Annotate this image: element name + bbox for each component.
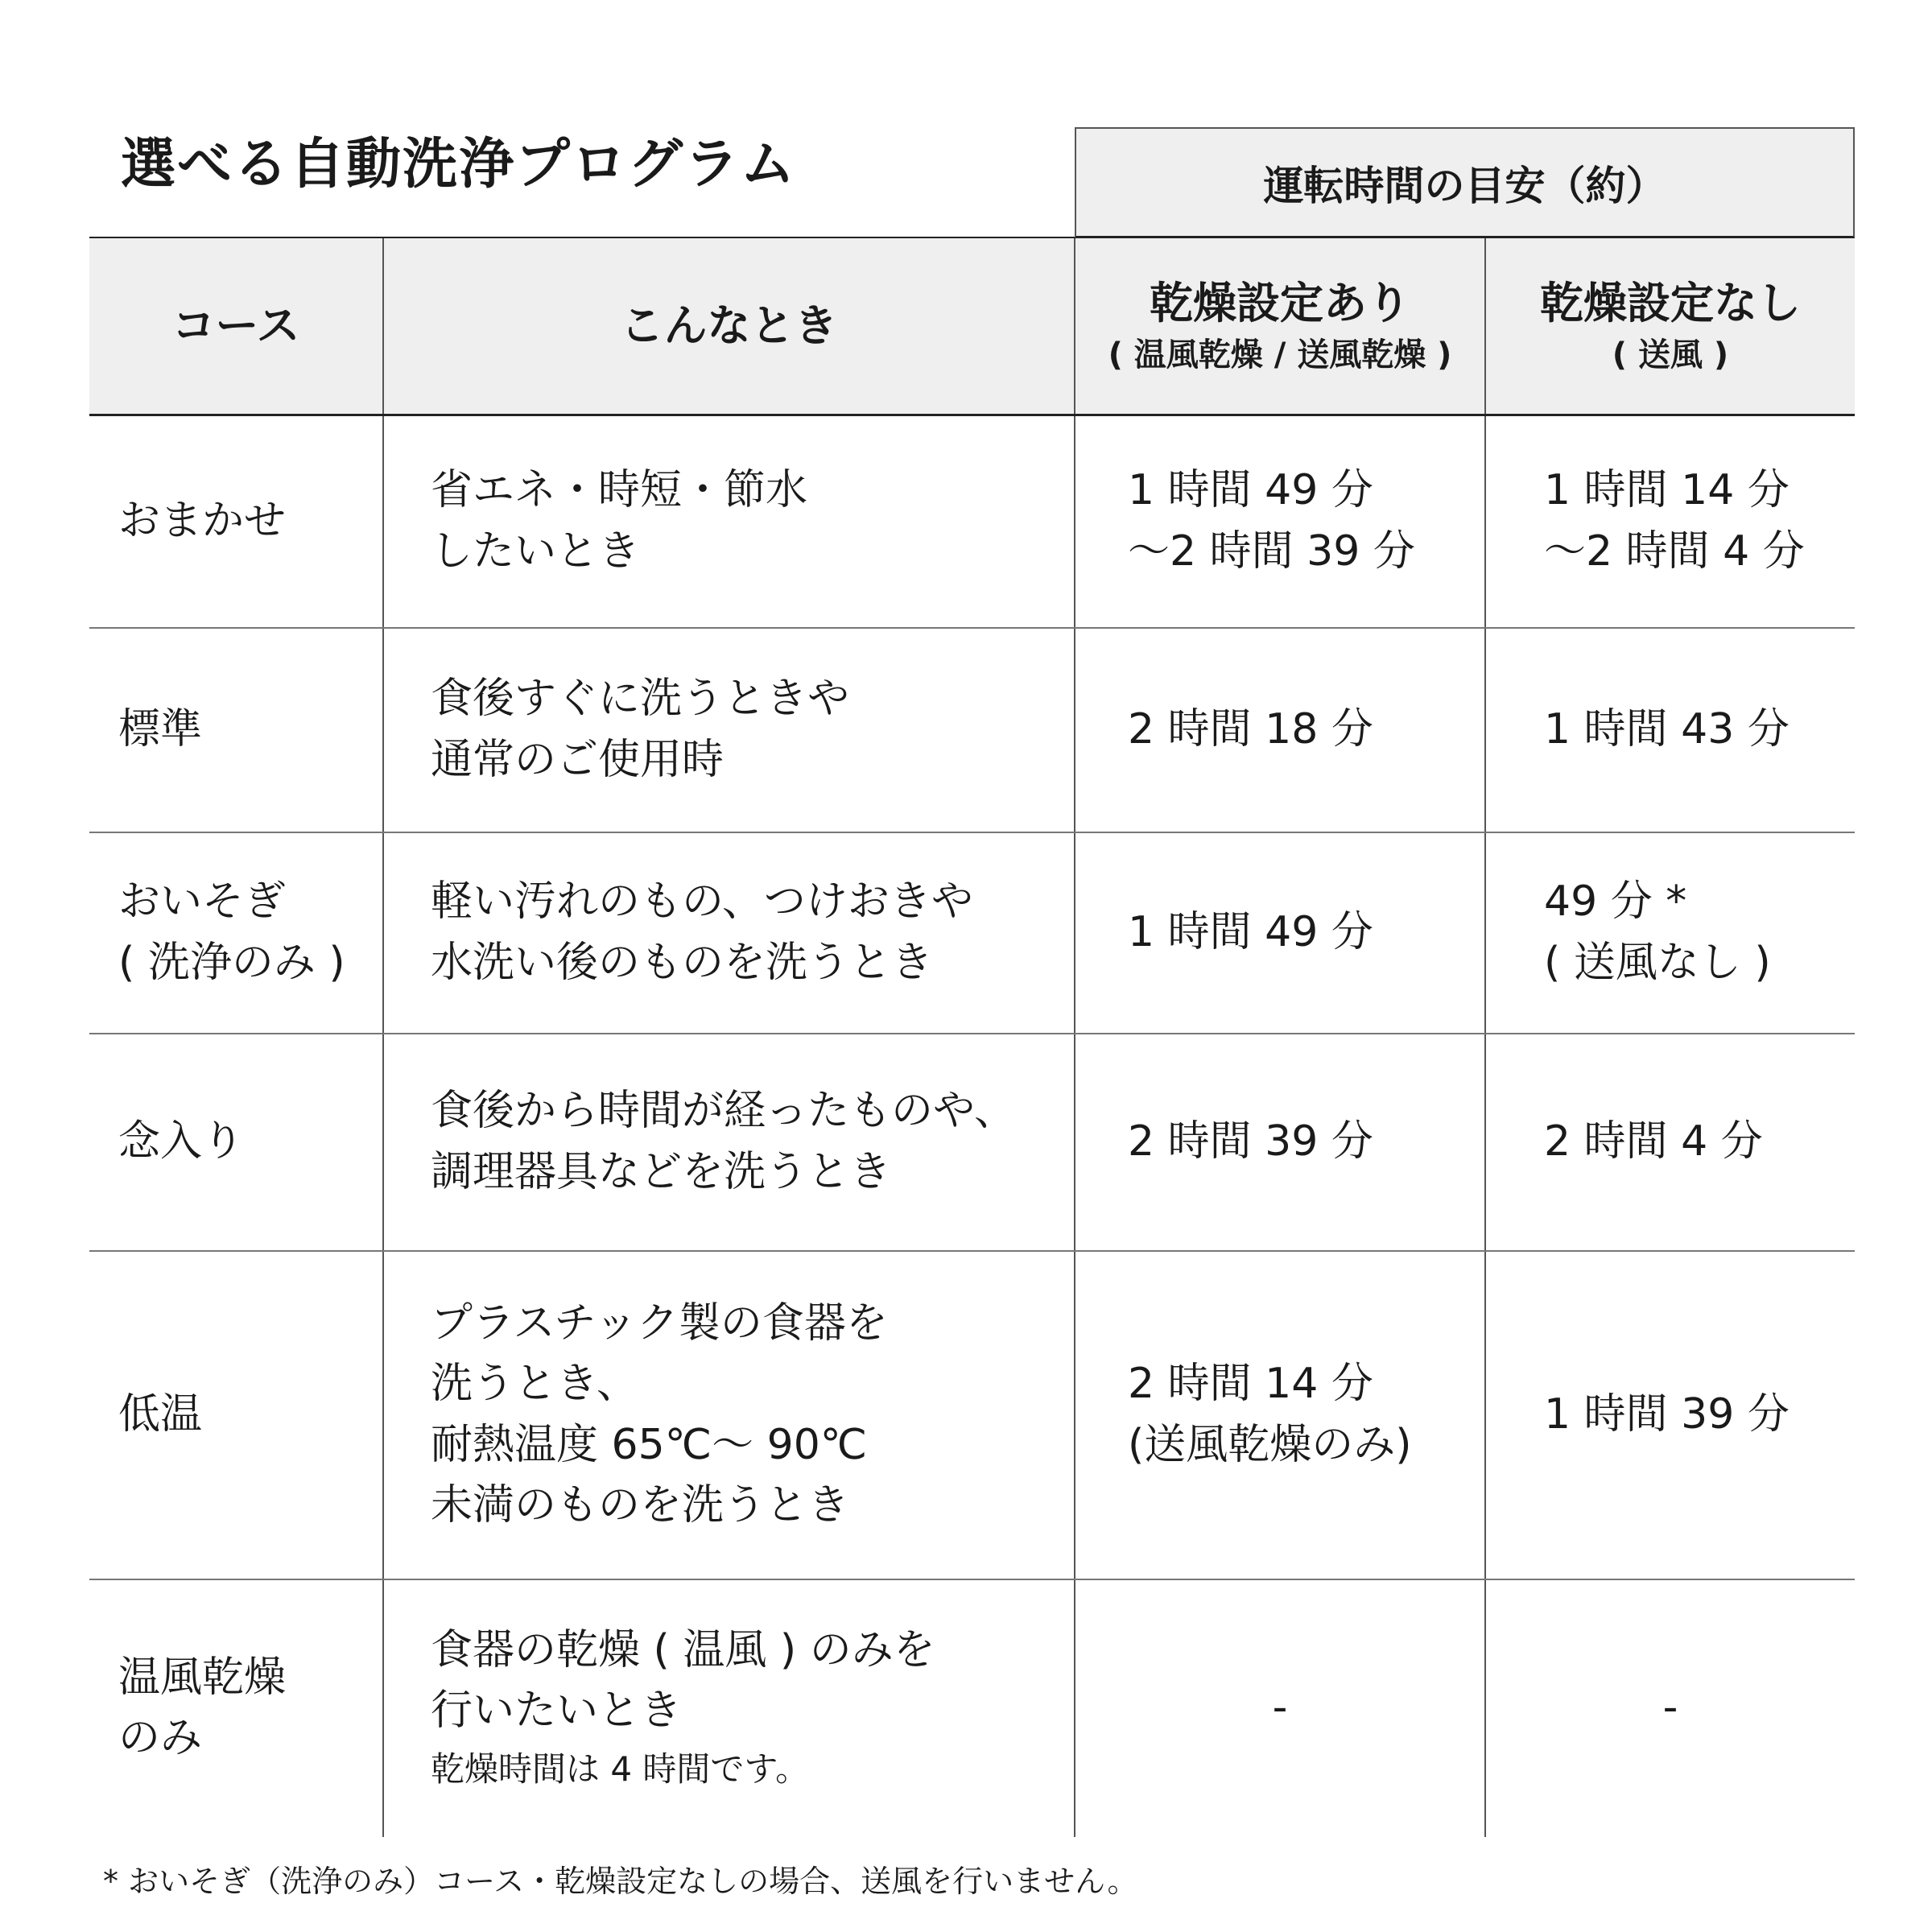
time-dry-on	[1075, 628, 1485, 832]
course-name	[89, 628, 383, 832]
time-line: 2 時間 4 分	[1544, 1117, 1763, 1166]
time-dry-off	[1485, 1034, 1855, 1251]
table-row	[89, 1579, 1855, 1837]
table-row	[89, 415, 1855, 628]
course-name-line: 念入り	[118, 1117, 245, 1166]
time-line: 2 時間 14 分	[1128, 1360, 1373, 1409]
header-dry-off	[1485, 238, 1855, 415]
header-dry-off-label: 乾燥設定なし	[1540, 277, 1801, 328]
table-row	[89, 628, 1855, 832]
course-name	[89, 1579, 383, 1837]
time-line: 49 分 *	[1544, 877, 1687, 927]
page-title: 選べる自動洗浄プログラム	[121, 133, 797, 196]
course-name	[89, 415, 383, 628]
course-name-line: 低温	[118, 1389, 203, 1439]
time-line: 1 時間 39 分	[1544, 1389, 1790, 1439]
time-dry-off	[1485, 1579, 1855, 1837]
header-course: コース	[89, 238, 383, 415]
table-row	[89, 832, 1855, 1034]
course-name-line: おまかせ	[118, 497, 287, 546]
course-description	[383, 628, 1075, 832]
description-line: 食後から時間が経ったものや、	[431, 1087, 1016, 1136]
time-line: ～2 時間 39 分	[1128, 526, 1415, 576]
course-name-line: のみ	[118, 1714, 203, 1762]
table-row	[89, 1251, 1855, 1579]
time-line: -	[1662, 1683, 1678, 1732]
header-when: こんなとき	[383, 238, 1075, 415]
time-line: 2 時間 18 分	[1128, 704, 1373, 753]
header-dry-on-label: 乾燥設定あり	[1150, 277, 1410, 328]
description-line: 通常のご使用時	[431, 735, 724, 784]
course-description	[383, 1251, 1075, 1579]
description-line: 省エネ・時短・節水	[431, 466, 808, 515]
course-name-line: おいそぎ	[118, 877, 287, 927]
time-dry-on	[1075, 1034, 1485, 1251]
description-line: 食器の乾燥 ( 温風 ) のみを	[431, 1626, 935, 1675]
course-description	[383, 415, 1075, 628]
course-table	[89, 238, 1855, 1837]
time-line: ～2 時間 4 分	[1544, 526, 1805, 576]
time-dry-off	[1485, 832, 1855, 1034]
course-name-line: ( 洗浄のみ )	[118, 938, 345, 987]
time-dry-on	[1075, 832, 1485, 1034]
description-line: したいとき	[431, 526, 641, 576]
time-line: 1 時間 14 分	[1544, 466, 1790, 515]
runtime-estimate-header: 運転時間の目安（約）	[1075, 127, 1855, 238]
time-line: -	[1272, 1683, 1288, 1732]
time-line: 1 時間 49 分	[1128, 907, 1373, 956]
footnote: * おいそぎ（洗浄のみ）コース・乾燥設定なしの場合、送風を行いません。	[103, 1864, 1138, 1899]
description-line: 耐熱温度 65℃～ 90℃	[431, 1420, 868, 1469]
time-line: 1 時間 43 分	[1544, 704, 1790, 753]
description-line: プラスチック製の食器を	[431, 1298, 888, 1348]
time-line: 1 時間 49 分	[1128, 466, 1373, 515]
header-row	[89, 238, 1855, 415]
course-name	[89, 832, 383, 1034]
time-dry-on	[1075, 415, 1485, 628]
time-dry-off	[1485, 415, 1855, 628]
description-line: 行いたいとき	[431, 1686, 683, 1736]
course-description	[383, 1034, 1075, 1251]
time-line: ( 送風なし )	[1544, 938, 1771, 987]
course-name	[89, 1034, 383, 1251]
header-dry-off-sub: ( 送風 )	[1612, 336, 1729, 374]
table-row	[89, 1034, 1855, 1251]
time-dry-off	[1485, 1251, 1855, 1579]
time-dry-on	[1075, 1579, 1485, 1837]
header-dry-on-sub: ( 温風乾燥 / 送風乾燥 )	[1108, 336, 1452, 374]
description-line: 未満のものを洗うとき	[431, 1480, 850, 1530]
description-line: 調理器具などを洗うとき	[431, 1147, 892, 1196]
time-dry-off	[1485, 628, 1855, 832]
course-description	[383, 1579, 1075, 1837]
description-line: 食後すぐに洗うときや	[431, 675, 850, 724]
time-line: 2 時間 39 分	[1128, 1117, 1373, 1166]
description-note: 乾燥時間は 4 時間です。	[431, 1748, 810, 1789]
time-line: (送風乾燥のみ)	[1128, 1420, 1412, 1469]
header-dry-on	[1075, 238, 1485, 415]
description-line: 軽い汚れのもの、つけおきや	[431, 877, 973, 927]
course-name-line: 温風乾燥	[118, 1653, 287, 1702]
course-description	[383, 832, 1075, 1034]
course-name-line: 標準	[118, 704, 203, 753]
time-dry-on	[1075, 1251, 1485, 1579]
description-line: 水洗い後のものを洗うとき	[431, 938, 934, 987]
course-name	[89, 1251, 383, 1579]
description-line: 洗うとき、	[431, 1360, 638, 1409]
